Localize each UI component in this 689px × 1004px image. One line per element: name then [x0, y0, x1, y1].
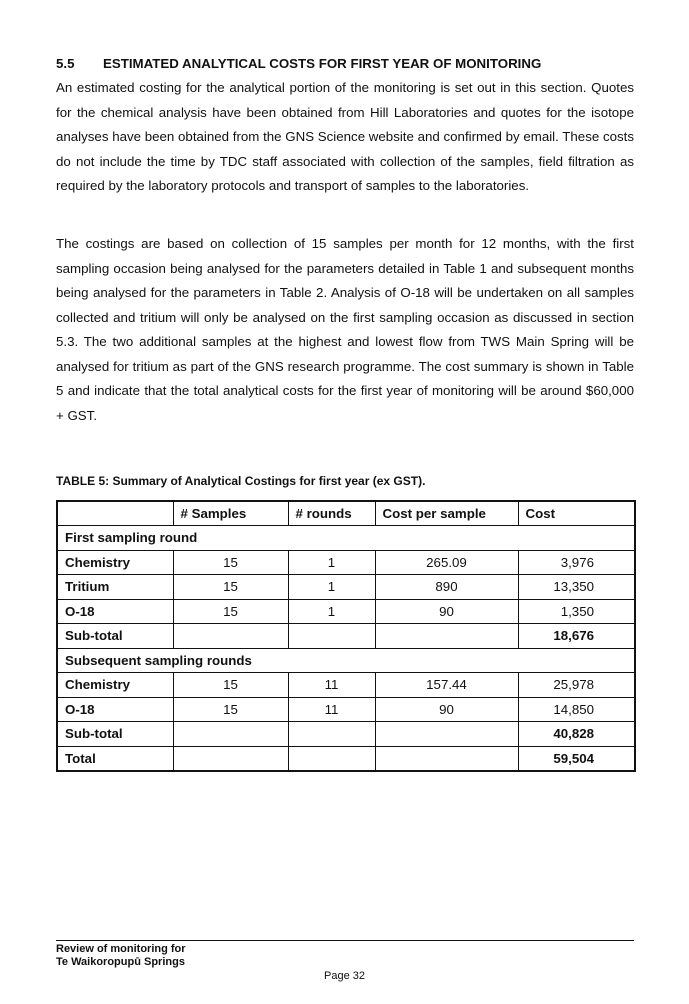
- paragraph-intro: An estimated costing for the analytical portion of the monitoring is set out in this section. Quotes for the chemical analysis have been obtained from Hill Laboratories and quotes for the isotope analyses have been obtained from the GNS Science website and confirmed by email. These costs do not include the time by TDC staff associated with collection of the samples, field filtration as required by the laboratory protocols and transport of samples to the laboratories.: [56, 80, 634, 193]
- footer-line-2: Te Waikoropupū Springs: [56, 956, 185, 968]
- rounds-value: 1: [288, 599, 375, 624]
- samples-value: 15: [173, 697, 288, 722]
- samples-value: 15: [173, 599, 288, 624]
- header-cost: Cost: [518, 501, 635, 526]
- subtotal-label: Sub-total: [57, 624, 173, 649]
- rounds-value: 1: [288, 575, 375, 600]
- table-row: [57, 599, 635, 624]
- cost-per-sample-value: 265.09: [375, 550, 518, 575]
- total-value: 59,504: [518, 746, 635, 771]
- section-row: [57, 526, 635, 551]
- cost-per-sample-value: 890: [375, 575, 518, 600]
- cost-value: 1,350: [518, 599, 635, 624]
- cost-per-sample-value: 90: [375, 697, 518, 722]
- rounds-value: 11: [288, 673, 375, 698]
- cost-per-sample-value: 90: [375, 599, 518, 624]
- section-heading: [56, 56, 541, 71]
- costings-table: [56, 500, 636, 772]
- subtotal-row: [57, 624, 635, 649]
- subtotal-label: Sub-total: [57, 722, 173, 747]
- table-row: [57, 673, 635, 698]
- table-caption: TABLE 5: Summary of Analytical Costings for first year (ex GST).: [56, 474, 426, 488]
- cost-value: 3,976: [518, 550, 635, 575]
- paragraph-costings: The costings are based on collection of 15 samples per month for 12 months, with the first sampling occasion being analysed for the parameters detailed in Table 1 and subsequent months being analysed for the parameters in Table 2. Analysis of O-18 will be undertaken on all samples collected and tritium will only be analysed on the first sampling occasion as discussed in section 5.3. The two additional samples at the highest and lowest flow from TWS Main Spring will be analysed for tritium as part of the GNS research programme. The cost summary is shown in Table 5 and indicate that the total analytical costs for the first year of monitoring will be around $60,000 + GST.: [56, 236, 634, 423]
- table-header-row: [57, 501, 635, 526]
- row-label: O-18: [57, 599, 173, 624]
- page-number: Page 32: [324, 970, 365, 982]
- section-label-first: First sampling round: [57, 526, 635, 551]
- subtotal-row: [57, 722, 635, 747]
- cost-per-sample-value: 157.44: [375, 673, 518, 698]
- section-row: [57, 648, 635, 673]
- section-label-subsequent: Subsequent sampling rounds: [57, 648, 635, 673]
- section-number: 5.5: [56, 56, 75, 71]
- total-label: Total: [57, 746, 173, 771]
- samples-value: 15: [173, 575, 288, 600]
- cost-value: 14,850: [518, 697, 635, 722]
- cost-value: 25,978: [518, 673, 635, 698]
- header-samples: # Samples: [173, 501, 288, 526]
- footer-document-title: [56, 943, 186, 969]
- total-row: [57, 746, 635, 771]
- table-row: [57, 697, 635, 722]
- section-title: ESTIMATED ANALYTICAL COSTS FOR FIRST YEAR OF MONITORING: [103, 56, 542, 71]
- table-row: [57, 550, 635, 575]
- subtotal-value: 18,676: [518, 624, 635, 649]
- header-cost-per-sample: Cost per sample: [375, 501, 518, 526]
- footer-line-1: Review of monitoring for: [56, 943, 186, 955]
- rounds-value: 1: [288, 550, 375, 575]
- subtotal-value: 40,828: [518, 722, 635, 747]
- footer-divider: [56, 940, 634, 941]
- cost-value: 13,350: [518, 575, 635, 600]
- rounds-value: 11: [288, 697, 375, 722]
- table-row: [57, 575, 635, 600]
- row-label: Chemistry: [57, 673, 173, 698]
- row-label: Chemistry: [57, 550, 173, 575]
- samples-value: 15: [173, 550, 288, 575]
- row-label: O-18: [57, 697, 173, 722]
- header-rounds: # rounds: [288, 501, 375, 526]
- row-label: Tritium: [57, 575, 173, 600]
- samples-value: 15: [173, 673, 288, 698]
- header-blank: [57, 501, 173, 526]
